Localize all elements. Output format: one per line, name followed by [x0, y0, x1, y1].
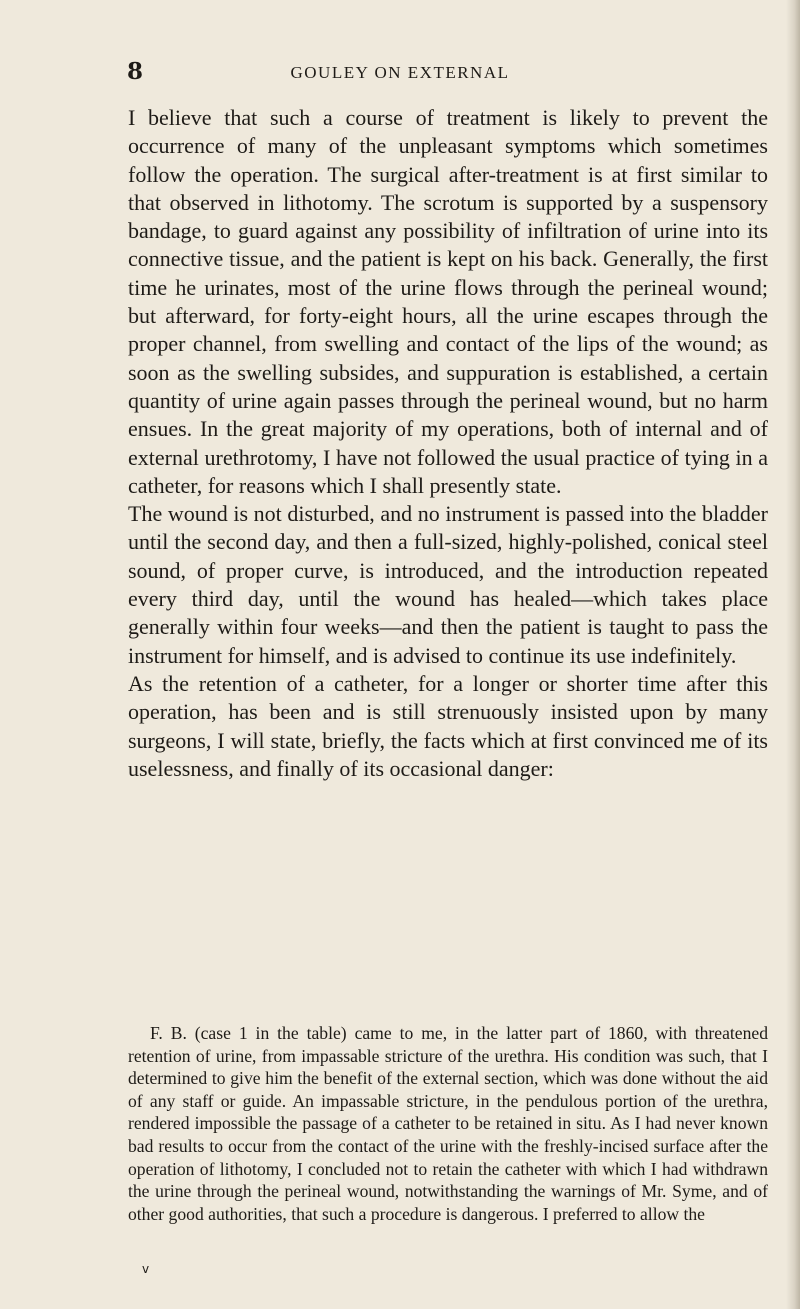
- main-text: [128, 104, 768, 783]
- paragraph: The wound is not disturbed, and no instrument is passed into the bladder until the second day, and then a full-sized, highly-polished, conical steel sound, of proper curve, is introduced, and the introduction repeated every third day, until the wound has healed—which takes place generally within four weeks—and then the patient is taught to pass the instrument for himself, and is advised to continue its use indefinitely.: [128, 501, 768, 668]
- signature-mark: v: [142, 1262, 150, 1276]
- paragraph: As the retention of a catheter, for a longer or shorter time after this operation, has been and is still strenuously insisted upon by many surgeons, I will state, briefly, the facts which at first convinced me of its uselessness, and finally of its occasional danger:: [128, 670, 768, 781]
- footnote: [128, 1022, 768, 1225]
- running-title: GOULEY ON EXTERNAL: [290, 63, 510, 82]
- paragraph: I believe that such a course of treatment is likely to prevent the occurrence of many of the unpleasant symptoms which sometimes follow the operation. The surgical after-treatment is at first similar to that observed in lithotomy. The scrotum is supported by a suspensory bandage, to guard against any possibility of infiltration of urine into its connective tissue, and the patient is kept on his back. Generally, the first time he urinates, most of the urine flows through the perineal wound; but afterward, for forty-eight hours, all the urine escapes through the proper channel, from swelling and contact of the lips of the wound; as soon as the swelling subsides, and suppuration is established, a certain quantity of urine again passes through the perineal wound, but no harm ensues. In the great majority of my operations, both of internal and of external urethrotomy, I have not followed the usual practice of tying in a catheter, for reasons which I shall presently state.: [128, 105, 768, 498]
- footnote-text: F. B. (case 1 in the table) came to me, in the latter part of 1860, with threatened retention of urine, from impassable stricture of the urethra. His condition was such, that I determined to give him the benefit of the external section, which was done without the aid of any staff or guide. An impassable stricture, in the pendulous portion of the urethra, rendered impossible the passage of a catheter to be retained in situ. As I had never known bad results to occur from the contact of the urine with the freshly-incised surface after the operation of lithotomy, I concluded not to retain the catheter with which I had withdrawn the urine through the perineal wound, notwithstanding the warnings of Mr. Syme, and of other good authorities, that such a procedure is dangerous. I preferred to allow the: [128, 1023, 768, 1224]
- page-number: 8: [127, 58, 144, 85]
- page-edge-shadow: [786, 0, 800, 1309]
